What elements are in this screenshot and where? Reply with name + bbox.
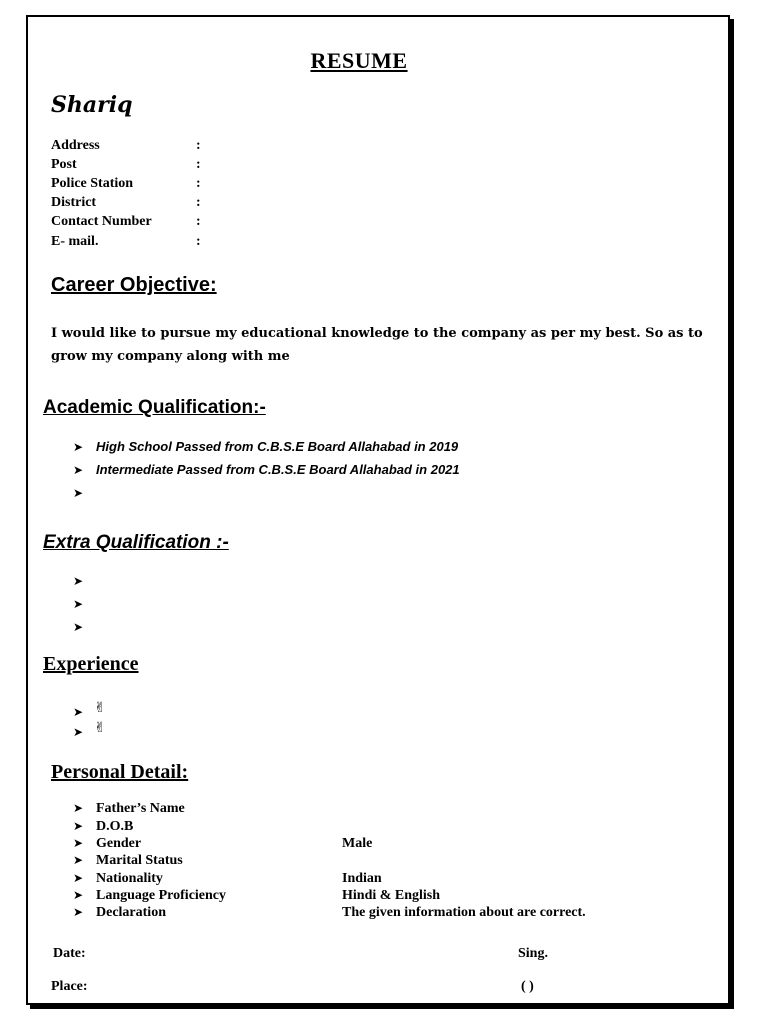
contact-row <box>51 214 201 230</box>
arrowhead-bullet-icon: ➤ <box>73 905 84 919</box>
date-label: Date: <box>53 946 86 961</box>
personal-label: Gender <box>96 836 142 851</box>
victory-hand-icon: ✌ <box>94 700 106 716</box>
contact-row <box>51 157 201 173</box>
personal-detail-row <box>73 801 342 817</box>
arrowhead-bullet-icon: ➤ <box>73 819 84 833</box>
personal-detail-row <box>73 819 342 835</box>
personal-detail-row <box>73 888 440 904</box>
academic-qualification-heading: Academic Qualification:- <box>43 397 266 418</box>
page-title: RESUME <box>310 48 408 73</box>
arrowhead-bullet-icon: ➤ <box>73 486 84 500</box>
contact-separator: : <box>196 214 201 229</box>
personal-label: Marital Status <box>96 853 183 868</box>
arrowhead-bullet-icon: ➤ <box>73 853 84 867</box>
personal-detail-row <box>73 871 382 887</box>
arrowhead-bullet-icon: ➤ <box>73 574 84 588</box>
contact-row <box>51 138 201 154</box>
place-label: Place: <box>51 979 88 994</box>
personal-detail-row <box>73 836 372 852</box>
contact-label: Contact Number <box>51 214 152 229</box>
contact-label: E- mail. <box>51 234 99 249</box>
personal-detail-heading: Personal Detail: <box>51 761 189 783</box>
arrowhead-bullet-icon: ➤ <box>73 836 84 850</box>
personal-detail-row <box>73 853 342 869</box>
contact-label: Address <box>51 138 100 153</box>
signature-parentheses: ( ) <box>521 979 534 994</box>
contact-label: Post <box>51 157 77 172</box>
contact-label: Police Station <box>51 176 134 191</box>
contact-row <box>51 195 201 211</box>
personal-value: Male <box>342 836 373 851</box>
personal-label: D.O.B <box>96 819 134 834</box>
arrowhead-bullet-icon: ➤ <box>73 463 84 477</box>
arrowhead-bullet-icon: ➤ <box>73 725 84 739</box>
arrowhead-bullet-icon: ➤ <box>73 597 84 611</box>
victory-hand-icon: ✌ <box>94 720 106 736</box>
arrowhead-bullet-icon: ➤ <box>73 871 84 885</box>
contact-row <box>51 176 201 192</box>
contact-label: District <box>51 195 97 210</box>
academic-item: High School Passed from C.B.S.E Board Allahabad in 2019 <box>96 439 459 454</box>
personal-label: Nationality <box>96 871 163 886</box>
personal-detail-row <box>73 905 586 921</box>
extra-qualification-heading: Extra Qualification :- <box>43 532 229 553</box>
career-objective-text: I would like to pursue my educational knowledge to the company as per my best. So as to grow my company along with me <box>51 326 703 364</box>
career-objective-heading: Career Objective: <box>51 274 217 296</box>
experience-heading: Experience <box>43 653 139 675</box>
contact-separator: : <box>196 234 201 249</box>
signature-label: Sing. <box>518 946 548 961</box>
arrowhead-bullet-icon: ➤ <box>73 705 84 719</box>
arrowhead-bullet-icon: ➤ <box>73 888 84 902</box>
personal-label: Language Proficiency <box>96 888 227 903</box>
arrowhead-bullet-icon: ➤ <box>73 620 84 634</box>
personal-value: The given information about are correct. <box>342 905 586 920</box>
personal-label: Declaration <box>96 905 166 920</box>
personal-value: Indian <box>342 871 382 886</box>
personal-value: Hindi & English <box>342 888 441 903</box>
arrowhead-bullet-icon: ➤ <box>73 440 84 454</box>
academic-item: Intermediate Passed from C.B.S.E Board Allahabad in 2021 <box>96 462 460 477</box>
personal-label: Father’s Name <box>96 801 185 816</box>
contact-separator: : <box>196 176 201 191</box>
contact-separator: : <box>196 195 201 210</box>
candidate-name: Shariq <box>51 92 133 118</box>
contact-separator: : <box>196 138 201 153</box>
arrowhead-bullet-icon: ➤ <box>73 801 84 815</box>
contact-row <box>51 234 201 250</box>
contact-separator: : <box>196 157 201 172</box>
